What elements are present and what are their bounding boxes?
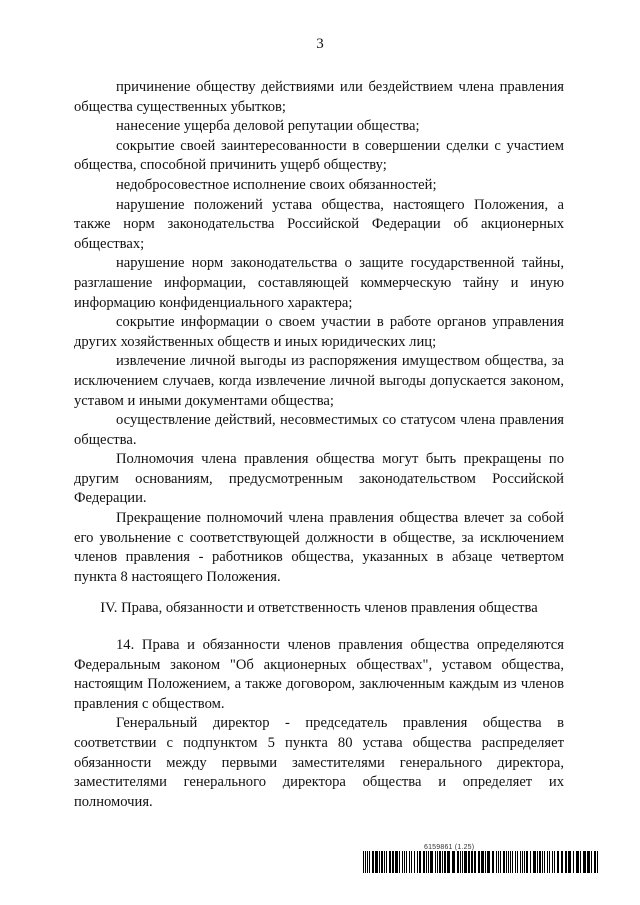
paragraph: нанесение ущерба деловой репутации общества; — [116, 118, 420, 135]
paragraph: извлечение личной выгоды из распоряжения имуществом общества, за исключением случаев, когда извлечение личной выгоды допускается законом, уставом и иными документами общества; — [74, 353, 564, 409]
paragraph: Генеральный директор - председатель правления общества в соответствии с подпунктом 5 пункта 80 устава общества распределяет обязанности между первыми заместителями генерального директора, заместителями генерального директора общества и определяет их полномочия. — [74, 715, 564, 810]
paragraph: сокрытие информации о своем участии в работе органов управления других хозяйственных обществ и иных юридических лиц; — [74, 314, 564, 350]
paragraph: причинение обществу действиями или бездействием члена правления общества существенных убытков; — [74, 79, 564, 115]
paragraph: нарушение норм законодательства о защите государственной тайны, разглашение информации, составляющей коммерческую тайну и иную информацию конфиденциального характера; — [74, 255, 564, 311]
paragraph: недобросовестное исполнение своих обязанностей; — [116, 176, 437, 193]
document-code: 6159861 (1.25) — [424, 844, 475, 851]
paragraph: сокрытие своей заинтересованности в совершении сделки с участием общества, способной причинить ущерб обществу; — [74, 137, 564, 174]
section-heading: IV. Права, обязанности и ответственность членов правления общества — [100, 600, 538, 616]
paragraph: нарушение положений устава общества, настоящего Положения, а также норм законодательства Российской Федерации об акционерных обществах; — [74, 196, 564, 252]
paragraph: осуществление действий, несовместимых со статусом члена правления общества. — [74, 412, 564, 448]
page-number: 3 — [316, 36, 324, 52]
paragraph: Прекращение полномочий члена правления общества влечет за собой его увольнение с соответствующей должности в обществе, за исключением членов правления - работников общества, указанных в абзаце четвертом пункта 8 настоящего Положения. — [74, 510, 564, 585]
paragraph: Полномочия члена правления общества могут быть прекращены по другим основаниям, предусмотренным законодательством Российской Федерации. — [74, 451, 564, 507]
body-text-block-2 — [74, 636, 564, 812]
barcode-image — [363, 851, 599, 873]
body-text-block-1 — [74, 78, 564, 587]
paragraph: 14. Права и обязанности членов правления общества определяются Федеральным законом "Об акционерных обществах", уставом общества, настоящим Положением, а также договором, заключенным каждым из членов правления с обществом. — [74, 637, 564, 712]
